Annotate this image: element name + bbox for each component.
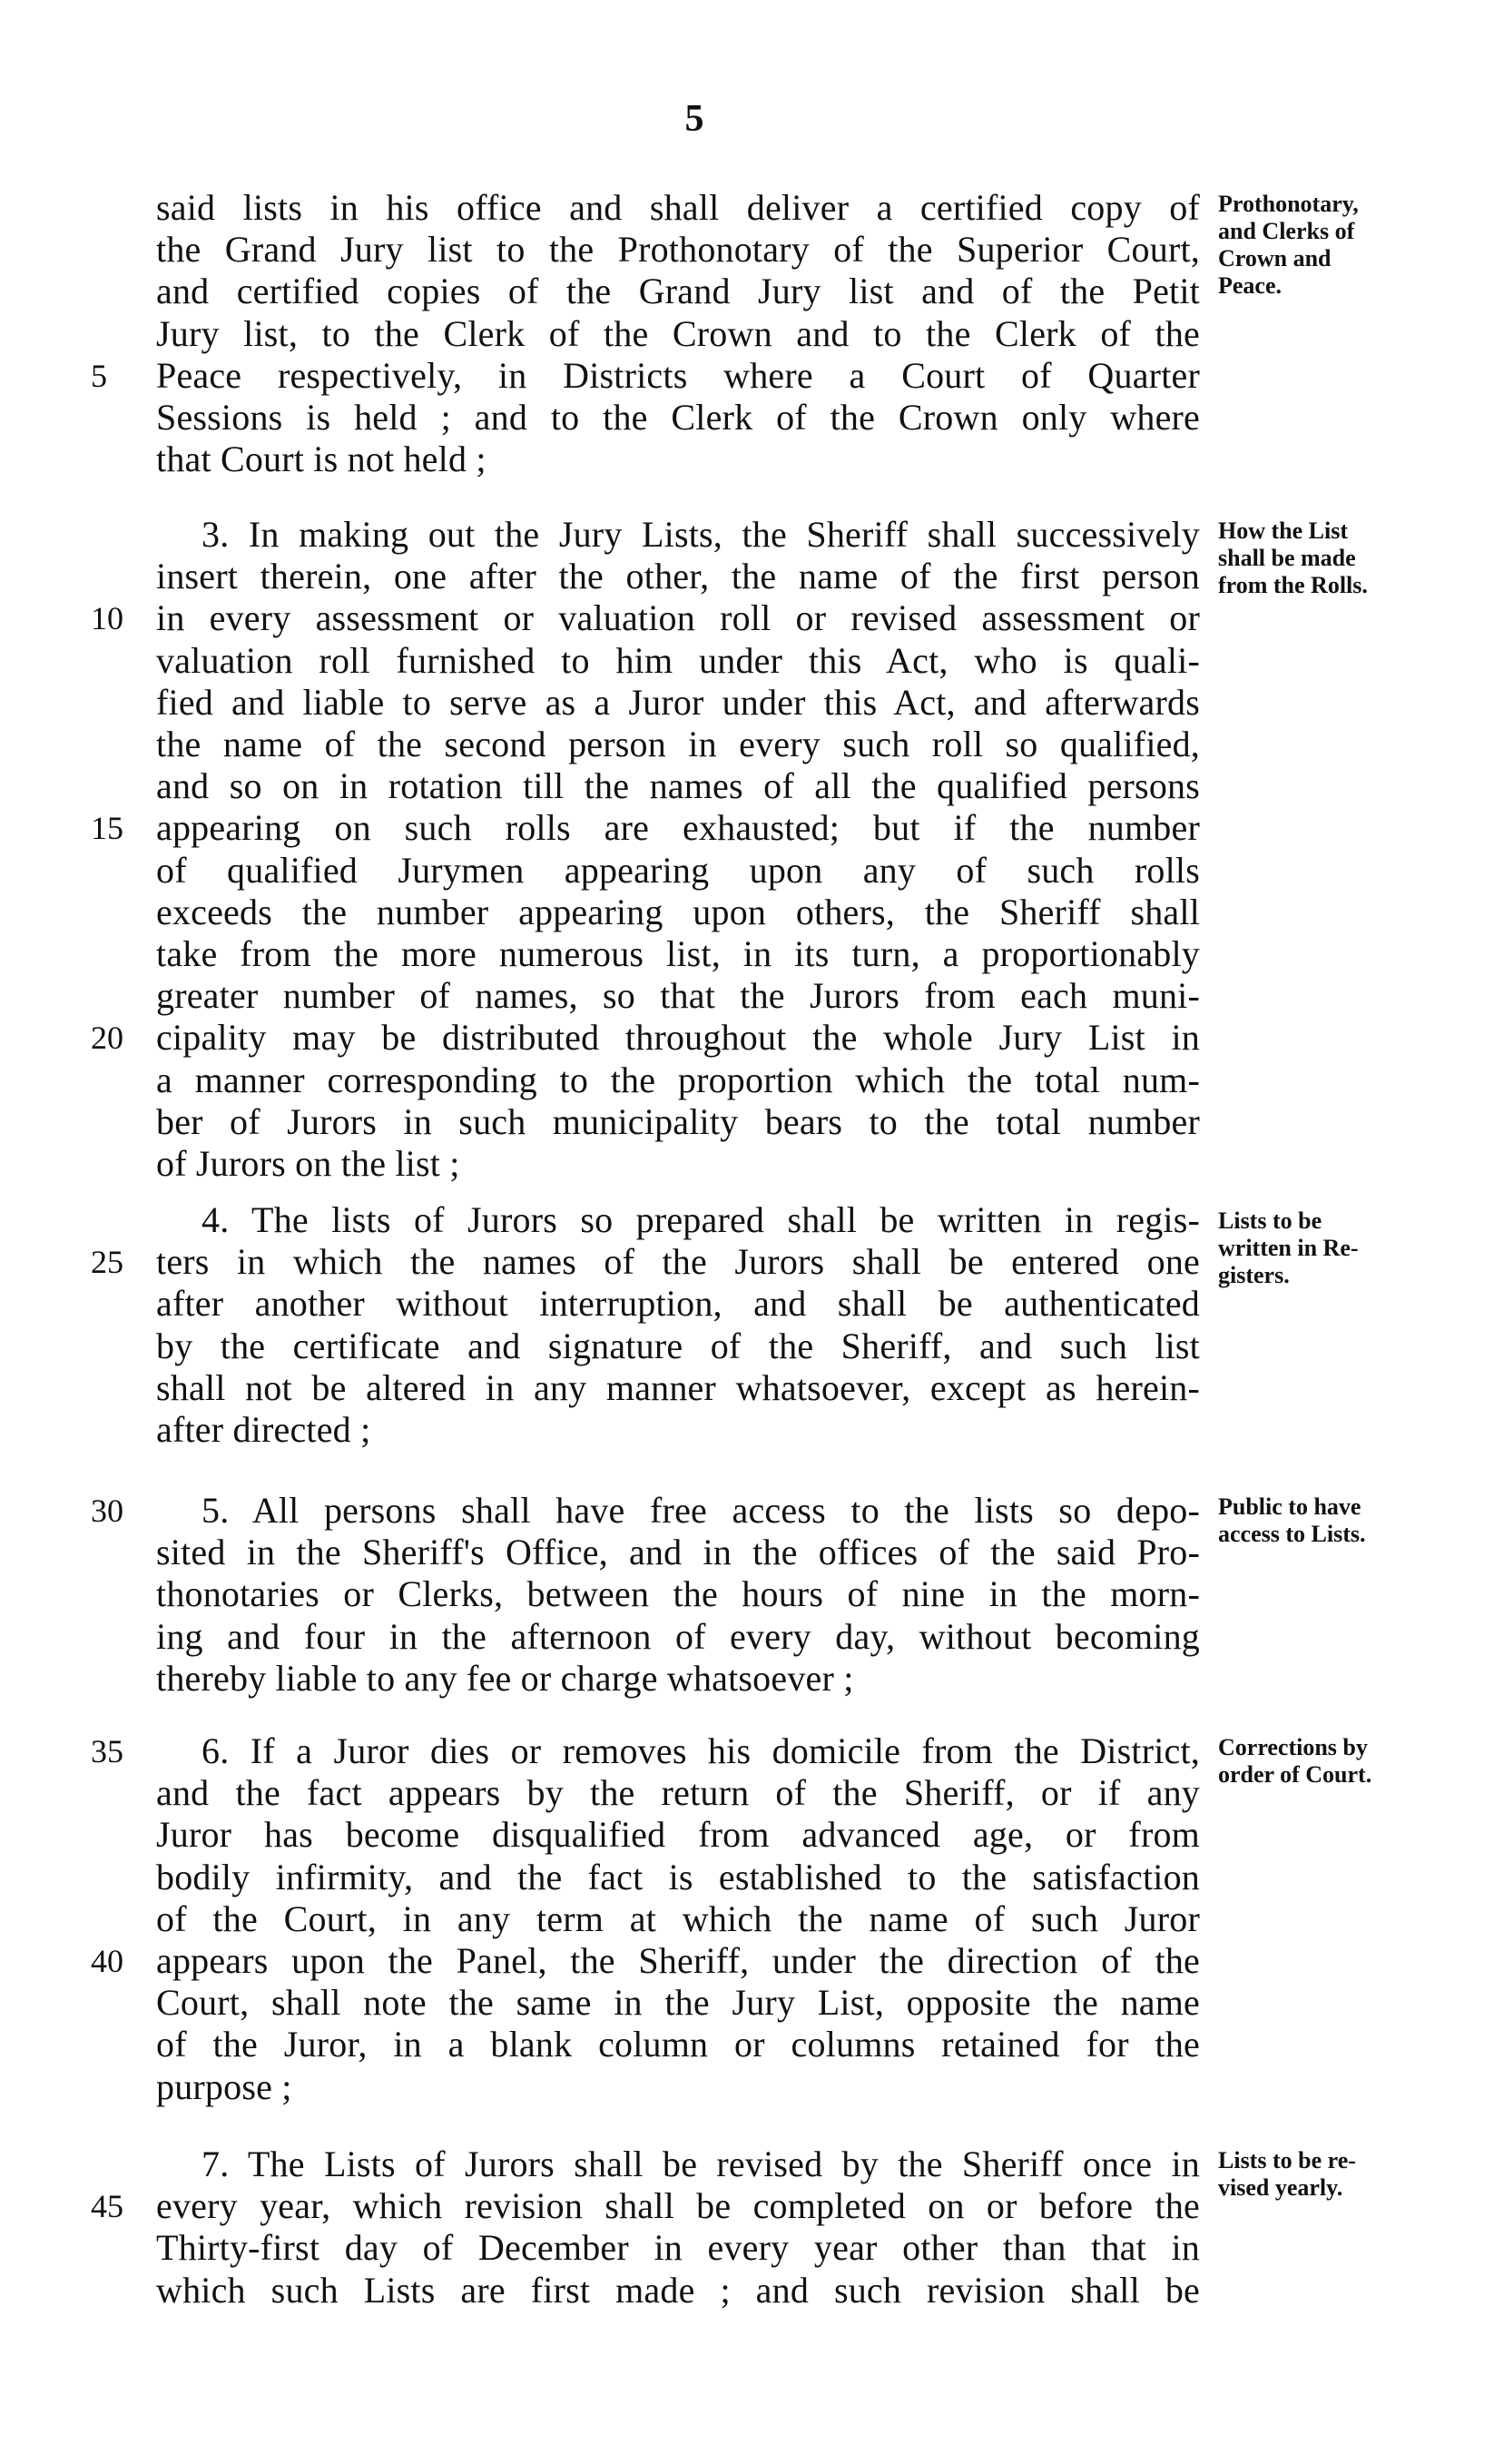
text-line — [0, 682, 1494, 724]
line-text: a manner corresponding to the proportion which the total num- — [156, 1059, 1200, 1100]
line-text: Juror has become disqualified from advanced age, or from — [156, 1814, 1200, 1856]
text-line — [0, 933, 1494, 975]
text-line — [0, 2024, 1494, 2065]
line-text: Sessions is held ; and to the Clerk of the Crown only where — [156, 397, 1200, 438]
text-line — [0, 313, 1494, 355]
text-line — [0, 2227, 1494, 2269]
text-line — [0, 807, 1494, 849]
text-line — [0, 1940, 1494, 1982]
line-text: that Court is not held ; — [156, 439, 487, 480]
margin-note-line: and Clerks of — [1218, 218, 1355, 244]
line-text: 3. In making out the Jury Lists, the Sheriff shall successively — [201, 514, 1200, 555]
text-line — [0, 1367, 1494, 1409]
margin-note — [1218, 1493, 1490, 1548]
text-line — [0, 1143, 1494, 1185]
text-line — [0, 850, 1494, 892]
margin-note-line: Prothonotary, — [1218, 191, 1359, 217]
line-text: appearing on such rolls are exhausted; but if the number — [156, 807, 1200, 849]
text-line — [0, 1616, 1494, 1658]
line-text: bodily infirmity, and the fact is established to the satisfaction — [156, 1856, 1200, 1897]
text-line — [0, 1814, 1494, 1856]
margin-note-line: Public to have — [1218, 1493, 1361, 1520]
line-text: Peace respectively, in Districts where a Court of Quarter — [156, 354, 1200, 396]
line-text: thereby liable to any fee or charge whatsoever ; — [156, 1657, 854, 1699]
margin-note-line: order of Court. — [1218, 1761, 1372, 1788]
margin-note-line: Lists to be re- — [1218, 2147, 1356, 2173]
line-number: 5 — [91, 357, 107, 394]
text-line — [0, 1898, 1494, 1940]
margin-note — [1218, 2147, 1490, 2202]
margin-note-line: access to Lists. — [1218, 1521, 1366, 1547]
line-text: insert therein, one after the other, the name of the first person — [156, 556, 1200, 597]
line-text: of qualified Jurymen appearing upon any of such rolls — [156, 849, 1200, 891]
margin-note-line: Corrections by — [1218, 1734, 1368, 1760]
margin-note — [1218, 1734, 1490, 1789]
line-text: 7. The Lists of Jurors shall be revised by the Sheriff once in — [201, 2144, 1200, 2184]
line-text: and the fact appears by the return of the Sheriff, or if any — [156, 1772, 1200, 1814]
line-text: cipality may be distributed throughout the whole Jury List in — [156, 1017, 1200, 1059]
line-text: ing and four in the afternoon of every day, without becoming — [156, 1615, 1200, 1657]
line-text: Jury list, to the Clerk of the Crown and to the Clerk of the — [156, 312, 1200, 354]
text-line — [0, 597, 1494, 639]
page-number: 5 — [684, 98, 704, 140]
line-text: said lists in his office and shall deliver a certified copy of — [156, 187, 1200, 228]
line-text: greater number of names, so that the Jurors from each muni- — [156, 975, 1200, 1017]
text-line — [0, 1573, 1494, 1615]
line-number: 25 — [91, 1244, 123, 1281]
text-line — [0, 765, 1494, 807]
line-number: 30 — [91, 1493, 123, 1529]
line-text: ber of Jurors in such municipality bears to the total number — [156, 1100, 1200, 1142]
margin-note-line: Peace. — [1218, 272, 1283, 299]
line-text: of Jurors on the list ; — [156, 1143, 460, 1184]
text-line — [0, 1326, 1494, 1367]
margin-note-line: Lists to be — [1218, 1207, 1322, 1234]
line-text: valuation roll furnished to him under this Act, who is quali- — [156, 639, 1200, 681]
line-text: in every assessment or valuation roll or revised assessment or — [156, 597, 1200, 639]
margin-note — [1218, 1207, 1490, 1289]
text-line — [0, 1060, 1494, 1101]
text-line — [0, 397, 1494, 439]
line-text: thonotaries or Clerks, between the hours of nine in the morn- — [156, 1573, 1200, 1615]
line-text: shall not be altered in any manner whatsoever, except as herein- — [156, 1366, 1200, 1408]
margin-note — [1218, 191, 1490, 300]
text-line — [0, 2270, 1494, 2311]
margin-note-line: vised yearly. — [1218, 2174, 1343, 2201]
line-text: appears upon the Panel, the Sheriff, under the direction of the — [156, 1940, 1200, 1981]
margin-note-line: How the List — [1218, 517, 1348, 544]
text-line — [0, 2066, 1494, 2108]
line-text: Thirty-first day of December in every year other than that in — [156, 2227, 1200, 2269]
line-text: the name of the second person in every such roll so qualified, — [156, 724, 1200, 764]
line-text: of the Court, in any term at which the name of such Juror — [156, 1897, 1200, 1939]
text-line — [0, 1857, 1494, 1898]
margin-note-line: Crown and — [1218, 245, 1332, 271]
text-line — [0, 1982, 1494, 2024]
line-number: 35 — [91, 1733, 123, 1769]
line-text: every year, which revision shall be completed on or before the — [156, 2185, 1200, 2227]
margin-note — [1218, 517, 1490, 599]
line-text: by the certificate and signature of the Sheriff, and such list — [156, 1325, 1200, 1366]
line-number: 40 — [91, 1943, 123, 1979]
line-text: fied and liable to serve as a Juror under this Act, and afterwards — [156, 681, 1200, 723]
line-number: 10 — [91, 600, 123, 637]
text-line — [0, 1017, 1494, 1059]
text-line — [0, 975, 1494, 1017]
line-text: 6. If a Juror dies or removes his domicile from the District, — [201, 1730, 1200, 1771]
margin-note-line: gisters. — [1218, 1262, 1290, 1288]
line-text: the Grand Jury list to the Prothonotary of the Superior Court, — [156, 229, 1200, 271]
text-line — [0, 1409, 1494, 1451]
line-text: ters in which the names of the Jurors shall be entered one — [156, 1241, 1200, 1283]
text-line — [0, 1283, 1494, 1325]
margin-note-line: written in Re- — [1218, 1235, 1359, 1261]
line-text: purpose ; — [156, 2065, 292, 2107]
text-line — [0, 724, 1494, 765]
line-text: after directed ; — [156, 1409, 371, 1450]
line-text: 4. The lists of Jurors so prepared shall be written in regis- — [201, 1199, 1200, 1240]
line-text: Court, shall note the same in the Jury List, opposite the name — [156, 1982, 1200, 2024]
line-text: which such Lists are first made ; and such revision shall be — [156, 2269, 1200, 2311]
text-line — [0, 1658, 1494, 1700]
line-text: exceeds the number appearing upon others, the Sheriff shall — [156, 891, 1200, 932]
text-line — [0, 355, 1494, 397]
line-number: 20 — [91, 1020, 123, 1057]
margin-note-line: shall be made — [1218, 545, 1356, 571]
line-text: of the Juror, in a blank column or columns retained for the — [156, 2024, 1200, 2065]
line-text: 5. All persons shall have free access to the lists so depo- — [201, 1490, 1200, 1531]
line-number: 15 — [91, 810, 123, 847]
line-number: 45 — [91, 2188, 123, 2225]
line-text: after another without interruption, and shall be authenticated — [156, 1283, 1200, 1325]
margin-note-line: from the Rolls. — [1218, 572, 1368, 598]
text-line — [0, 640, 1494, 682]
text-line — [0, 439, 1494, 480]
line-text: and so on in rotation till the names of all the qualified persons — [156, 765, 1200, 807]
line-text: take from the more numerous list, in its turn, a proportionably — [156, 933, 1200, 974]
text-line — [0, 892, 1494, 933]
text-line — [0, 1101, 1494, 1143]
line-text: sited in the Sheriff's Office, and in the offices of the said Pro- — [156, 1532, 1200, 1573]
line-text: and certified copies of the Grand Jury list and of the Petit — [156, 271, 1200, 312]
